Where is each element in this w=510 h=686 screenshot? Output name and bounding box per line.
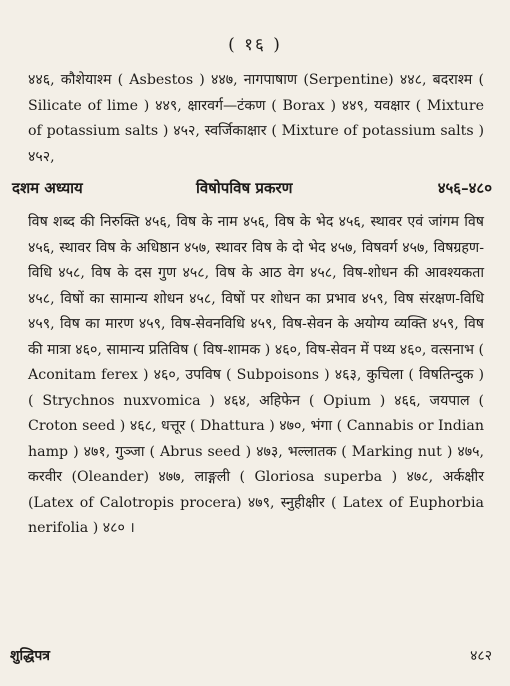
page-footer: [10, 646, 492, 670]
mineral-index-block: [28, 68, 484, 170]
chapter-label: दशम अध्याय: [12, 179, 83, 197]
poison-index-text: विष शब्द की निरुक्ति ४५६, विष के नाम ४५६, विष के भेद ४५६, स्थावर एवं जांगम विष ४५६, स्थावर विष के अधिष्ठान ४५७, स्थावर विष के दो भेद ४५७, विषवर्ग ४५७, विषग्रहण-विधि ४५८, विष के दस गुण ४५८, विष के आठ वेग ४५८, विष-शोधन की आवश्यकता ४५८, विषों का सामान्य शोधन ४५८, विषों पर शोधन का प्रभाव ४५९, विष संरक्षण-विधि ४५९, विष का मारण ४५९, विष-सेवनविधि ४५९, विष-सेवन के अयोग्य व्यक्ति ४५९, विष की मात्रा ४६०, सामान्य प्रतिविष ( विष-शामक ) ४६०, विष-सेवन में पथ्य ४६०, वत्सनाभ ( Aconitam ferex ) ४६०, उपविष ( Subpoisons ) ४६३, कुचिला ( विषतिन्दुक ) ( Strychnos nuxvomica ) ४६४, अहिफेन ( Opium ) ४६६, जयपाल ( Croton seed ) ४६८, धत्तूर ( Dhattura ) ४७०, भंगा ( Cannabis or Indian hamp ) ४७१, गुञ्जा ( Abrus seed ) ४७३, भल्लातक ( Marking nut ) ४७५, करवीर (Oleander) ४७७, लाङ्गली ( Gloriosa superba ) ४७८, अर्कक्षीर (Latex of Calotropis procera) ४७९, स्नुहीक्षीर ( Latex of Euphorbia nerifolia ) ४८० ।: [28, 214, 484, 536]
chapter-title: विषोपविष प्रकरण: [196, 179, 293, 197]
mineral-index-text: ४४६, कौशेयाश्म ( Asbestos ) ४४७, नागपाषाण (Serpentine) ४४८, बदराश्म ( Silicate of lime ) ४४९, क्षारवर्ग—टंकण ( Borax ) ४४९, यवक्षार ( Mixture of potassium salts ) ४५२, स्वर्जिकाक्षार ( Mixture of potassium salts ) ४५२,: [28, 72, 484, 165]
errata-label: शुद्धिपत्र: [10, 648, 51, 664]
chapter-page-range: ४५६–४८०: [437, 179, 492, 197]
page-number: ( १६ ): [228, 35, 282, 55]
chapter-heading: [12, 178, 492, 200]
poison-index-block: [28, 210, 484, 542]
errata-page-number: ४८२: [470, 648, 492, 664]
